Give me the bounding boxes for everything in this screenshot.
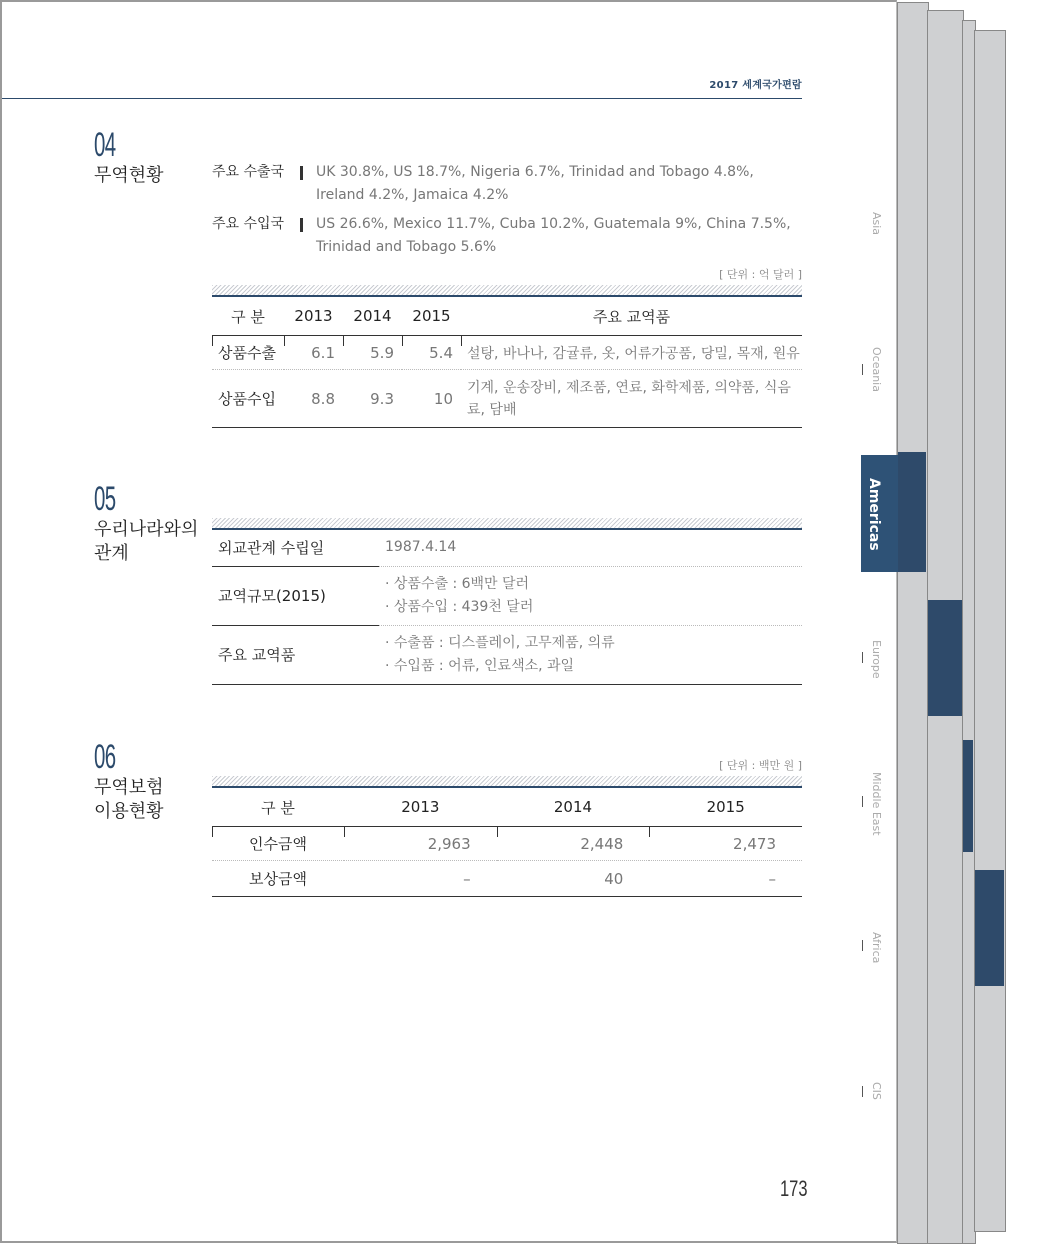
cell-value: 2,473 xyxy=(649,827,802,861)
row-label: 교역규모(2015) xyxy=(212,566,379,625)
cell-value: 6.1 xyxy=(284,336,343,370)
stack-tab-marker xyxy=(975,870,1004,986)
tab-europe[interactable]: Europe xyxy=(870,640,883,679)
page-number: 173 xyxy=(780,1176,808,1201)
col-header: 구 분 xyxy=(212,297,284,336)
tab-cis[interactable]: CIS xyxy=(870,1082,883,1100)
cell-value: 5.4 xyxy=(402,336,461,370)
tab-africa[interactable]: Africa xyxy=(870,932,883,964)
section-title-line: 이용현황 xyxy=(94,801,164,822)
cell-value: 8.8 xyxy=(284,370,343,428)
table-hatch xyxy=(212,518,802,528)
main-export-row xyxy=(212,161,802,209)
page-stack-edge xyxy=(897,2,929,1244)
running-header: 2017 세계국가편람 xyxy=(709,80,802,91)
unit-label: [ 단위 : 백만 원 ] xyxy=(719,759,802,772)
export-text: UK 30.8%, US 18.7%, Nigeria 6.7%, Trinidad and Tobago 4.8%, Ireland 4.2%, Jamaica 4.2% xyxy=(316,164,754,203)
section-title: 무역현황 xyxy=(94,165,164,186)
section-number: 04 xyxy=(94,126,116,164)
table-row xyxy=(212,370,802,428)
page-stack-edge xyxy=(974,30,1006,1232)
col-header: 2013 xyxy=(344,788,497,827)
value-line: · 상품수출 : 6백만 달러 xyxy=(385,575,530,592)
stack-tab-marker xyxy=(928,600,962,716)
tab-middle-east[interactable]: Middle East xyxy=(870,772,883,836)
table-row xyxy=(212,530,802,566)
stack-tab-marker xyxy=(898,452,926,572)
col-header: 2015 xyxy=(402,297,461,336)
cell-value: 2,963 xyxy=(344,827,497,861)
col-header: 2015 xyxy=(649,788,802,827)
cell-items: 설탕, 바나나, 감귤류, 옷, 어류가공품, 당밀, 목재, 원유 xyxy=(461,336,802,370)
table-hatch xyxy=(212,776,802,786)
cell-value: – xyxy=(649,861,802,897)
tab-marker xyxy=(862,1086,863,1097)
label-bar xyxy=(300,218,303,232)
value-line: · 수입품 : 어류, 인료색소, 과일 xyxy=(385,657,575,674)
table-row xyxy=(212,566,802,625)
col-header: 주요 교역품 xyxy=(461,297,802,336)
export-label: 주요 수출국 xyxy=(212,164,285,180)
label-bar xyxy=(300,166,303,180)
value-line: · 상품수입 : 439천 달러 xyxy=(385,598,534,615)
tab-oceania[interactable]: Oceania xyxy=(870,347,883,392)
table-header-row xyxy=(212,297,802,336)
unit-label: [ 단위 : 억 달러 ] xyxy=(719,268,802,281)
table-header-row xyxy=(212,788,802,827)
main-import-row xyxy=(212,213,802,261)
section-title-line: 무역보험 xyxy=(94,777,164,798)
cell-value: 5.9 xyxy=(343,336,402,370)
row-label: 상품수출 xyxy=(212,336,284,370)
cell-value: 9.3 xyxy=(343,370,402,428)
header-rule xyxy=(2,98,802,99)
cell-value: 40 xyxy=(497,861,650,897)
section-title xyxy=(94,776,164,824)
row-label: 주요 교역품 xyxy=(212,625,379,684)
insurance-table xyxy=(212,788,802,897)
tab-marker xyxy=(862,940,863,951)
table-hatch xyxy=(212,285,802,295)
relations-table xyxy=(212,530,802,685)
row-value xyxy=(379,625,802,684)
cell-value: 2,448 xyxy=(497,827,650,861)
col-header: 구 분 xyxy=(212,788,344,827)
table-row xyxy=(212,625,802,684)
table-row xyxy=(212,336,802,370)
tab-americas-label[interactable]: Americas xyxy=(866,478,882,551)
row-value: 1987.4.14 xyxy=(379,530,802,566)
table-row xyxy=(212,861,802,897)
tab-marker xyxy=(862,796,863,807)
cell-value: – xyxy=(344,861,497,897)
value-line: · 수출품 : 디스플레이, 고무제품, 의류 xyxy=(385,634,615,651)
row-label: 보상금액 xyxy=(212,861,344,897)
table-row xyxy=(212,827,802,861)
row-label: 인수금액 xyxy=(212,827,344,861)
col-header: 2014 xyxy=(497,788,650,827)
col-header: 2014 xyxy=(343,297,402,336)
section-title-line: 관계 xyxy=(94,543,129,564)
section-title xyxy=(94,518,198,566)
section-number: 06 xyxy=(94,738,116,776)
stack-tab-marker xyxy=(963,740,973,852)
trade-table xyxy=(212,297,802,428)
tab-asia[interactable]: Asia xyxy=(870,212,883,236)
tab-marker xyxy=(862,364,863,375)
row-label: 상품수입 xyxy=(212,370,284,428)
row-value xyxy=(379,566,802,625)
col-header: 2013 xyxy=(284,297,343,336)
row-label: 외교관계 수립일 xyxy=(212,530,379,566)
import-text: US 26.6%, Mexico 11.7%, Cuba 10.2%, Guatemala 9%, China 7.5%, Trinidad and Tobago 5.6% xyxy=(316,216,791,255)
section-number: 05 xyxy=(94,480,116,518)
import-label: 주요 수입국 xyxy=(212,216,285,232)
cell-items: 기계, 운송장비, 제조품, 연료, 화학제품, 의약품, 식음료, 담배 xyxy=(461,370,802,428)
cell-value: 10 xyxy=(402,370,461,428)
tab-marker xyxy=(862,652,863,663)
section-title-line: 우리나라와의 xyxy=(94,519,199,540)
